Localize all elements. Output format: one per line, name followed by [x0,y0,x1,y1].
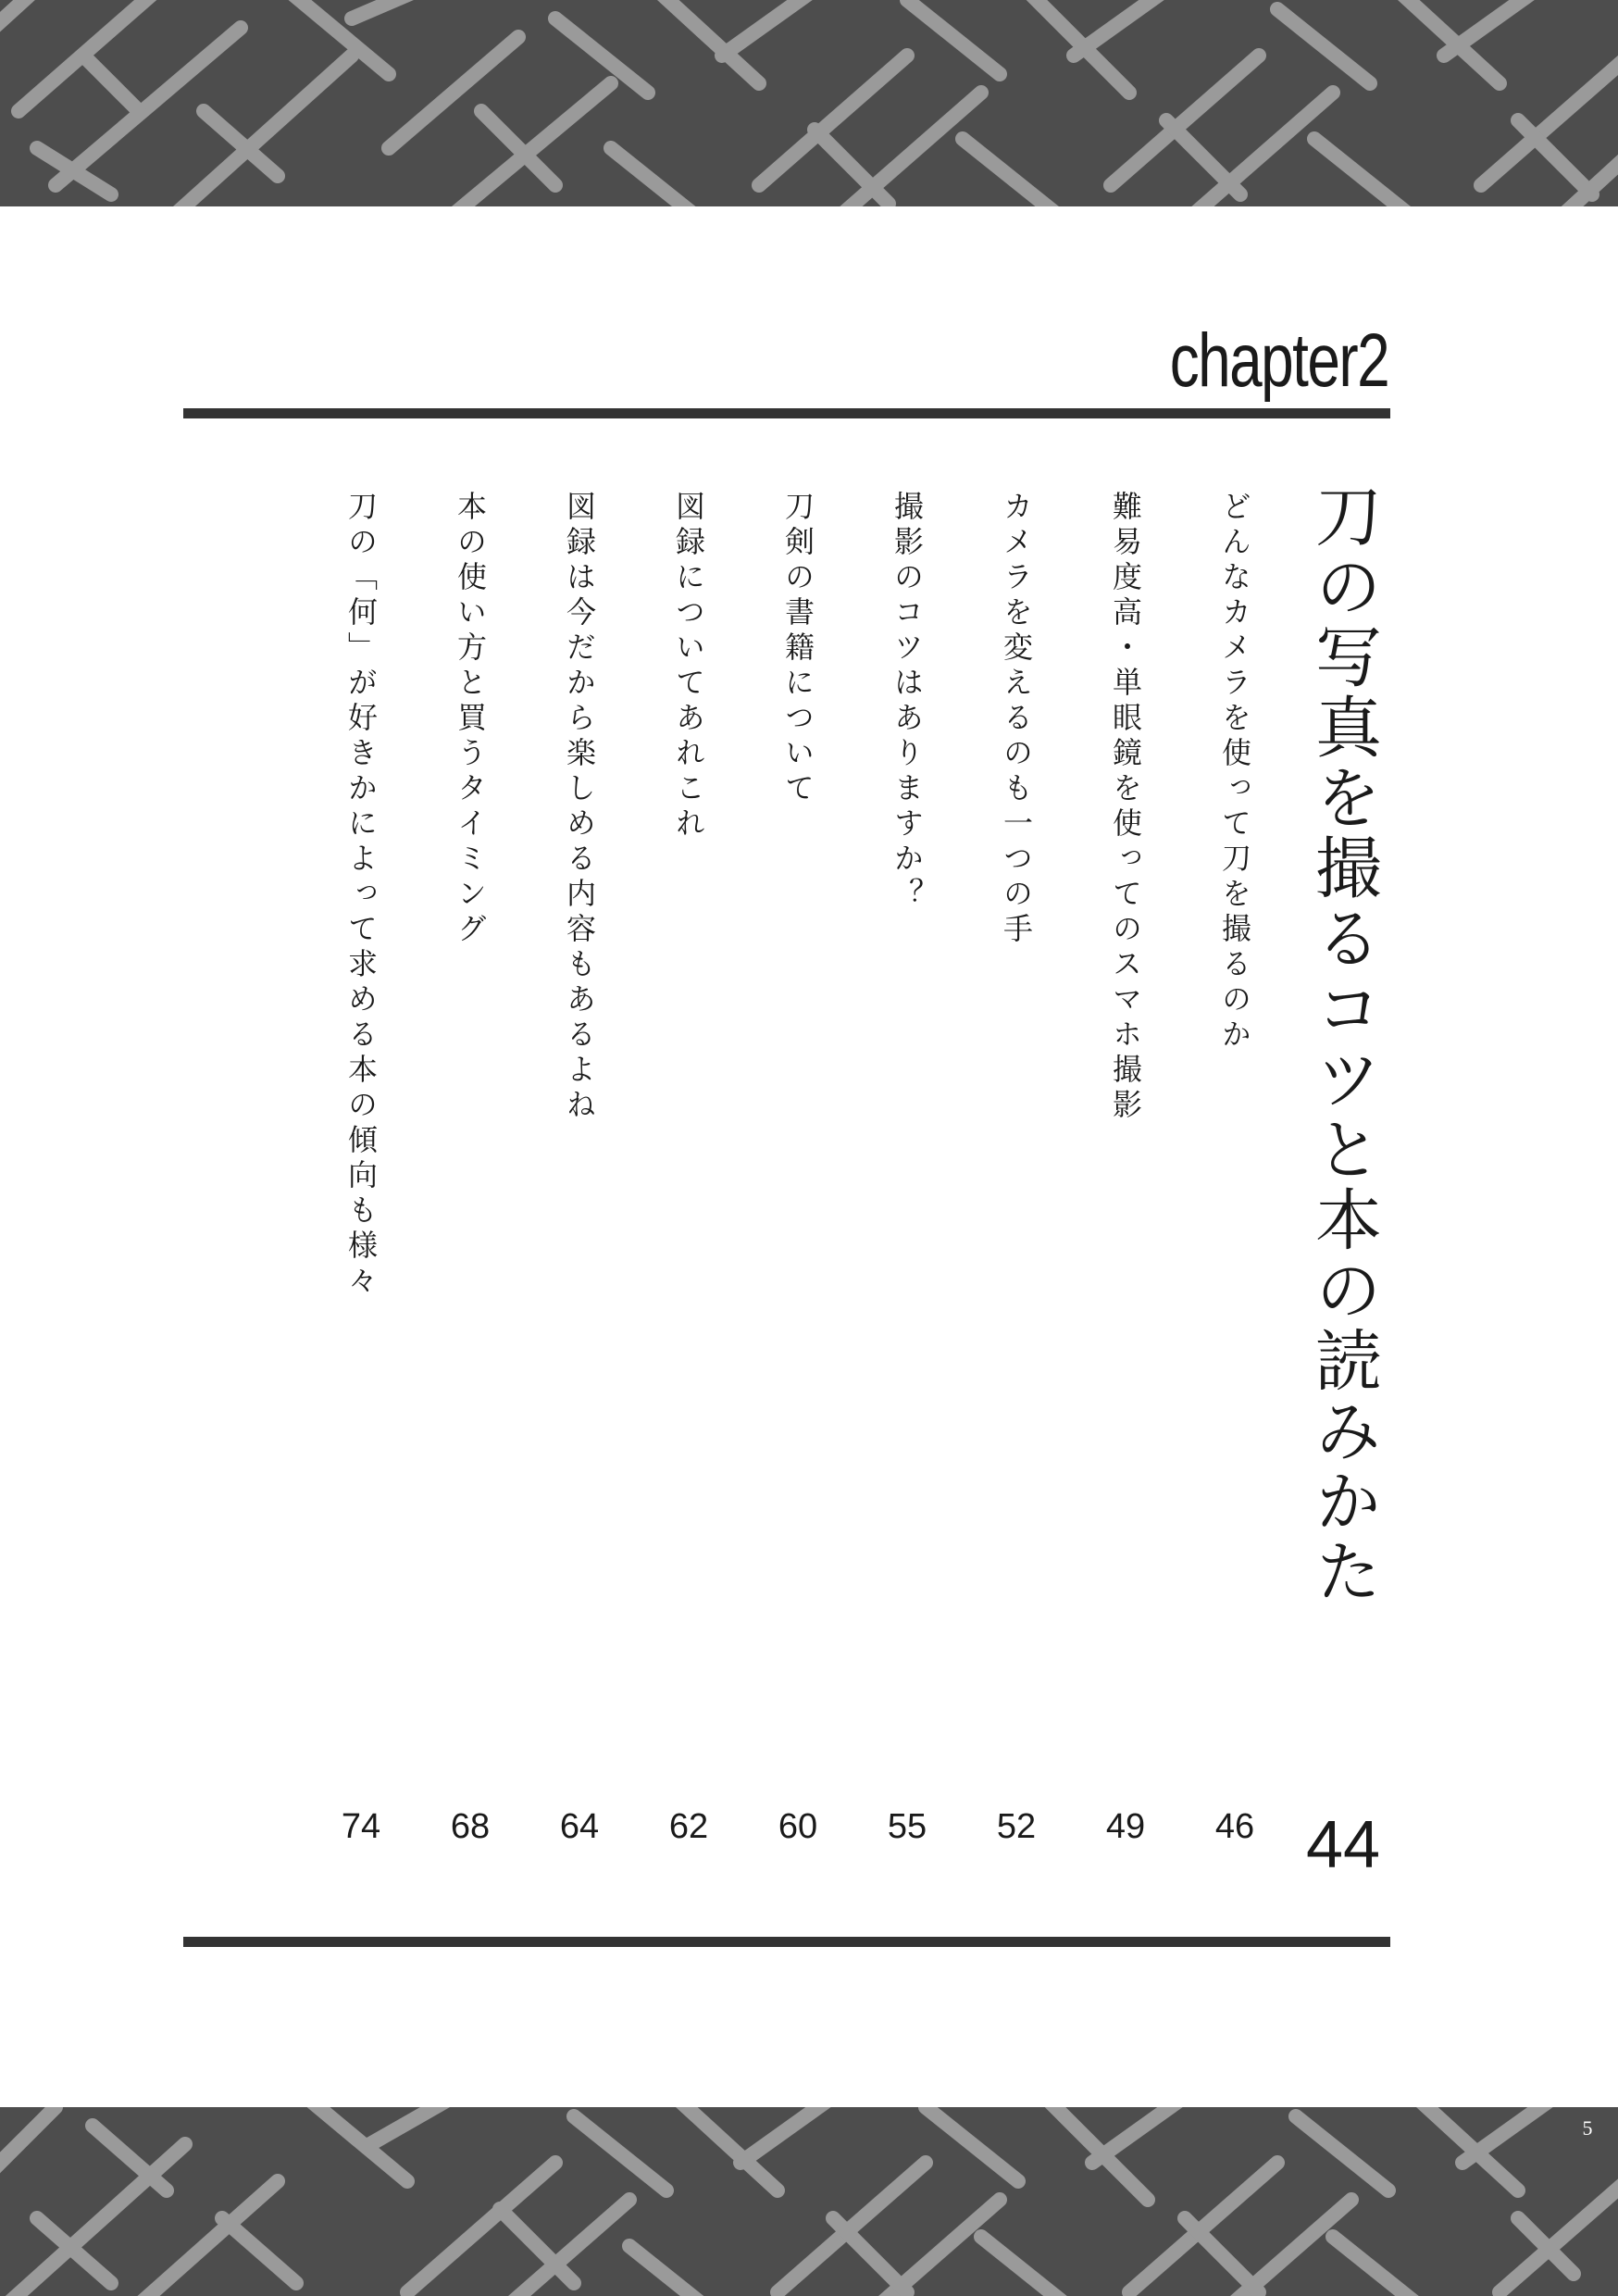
chapter-title: 刀の写真を撮るコツと本の読みかた [1304,481,1382,1607]
sayagata-pattern-bottom [0,2107,1618,2296]
sayagata-pattern-top [0,0,1618,206]
toc-entry-page: 64 [559,1807,600,1846]
toc-entry-page: 49 [1105,1807,1146,1846]
toc-entry-title[interactable]: 刀剣の書籍について [780,491,815,807]
bottom-rule [183,1937,1390,1947]
toc-entry-title[interactable]: 図録についてあれこれ [671,491,706,842]
toc-entry-page: 46 [1214,1807,1255,1846]
toc-entry-title[interactable]: どんなカメラを使って刀を撮るのか [1217,491,1252,1054]
toc-entry-page: 74 [341,1807,381,1846]
top-rule [183,408,1390,418]
header-pattern-band [0,0,1618,206]
toc-entry-title[interactable]: 刀の「何」が好きかによって求める本の傾向も様々 [343,491,379,1300]
toc-entry-page: 55 [887,1807,927,1846]
toc-entry-title[interactable]: 図録は今だから楽しめる内容もあるよね [562,491,597,1124]
toc-entry-page: 68 [450,1807,491,1846]
page-folio: 5 [1582,2116,1593,2140]
toc-entry-page: 52 [996,1807,1037,1846]
toc-entry-page: 62 [668,1807,709,1846]
toc-entry-title[interactable]: 難易度高・単眼鏡を使ってのスマホ撮影 [1108,491,1143,1124]
toc-entry-title[interactable]: 本の使い方と買うタイミング [453,491,488,948]
toc-entry-title[interactable]: 撮影のコツはありますか？ [890,491,925,913]
chapter-title-page: 44 [1305,1808,1381,1882]
footer-pattern-band [0,2107,1618,2296]
chapter-label: chapter2 [1169,318,1388,403]
toc-entry-page: 60 [778,1807,818,1846]
toc-entry-title[interactable]: カメラを変えるのも一つの手 [999,491,1034,948]
